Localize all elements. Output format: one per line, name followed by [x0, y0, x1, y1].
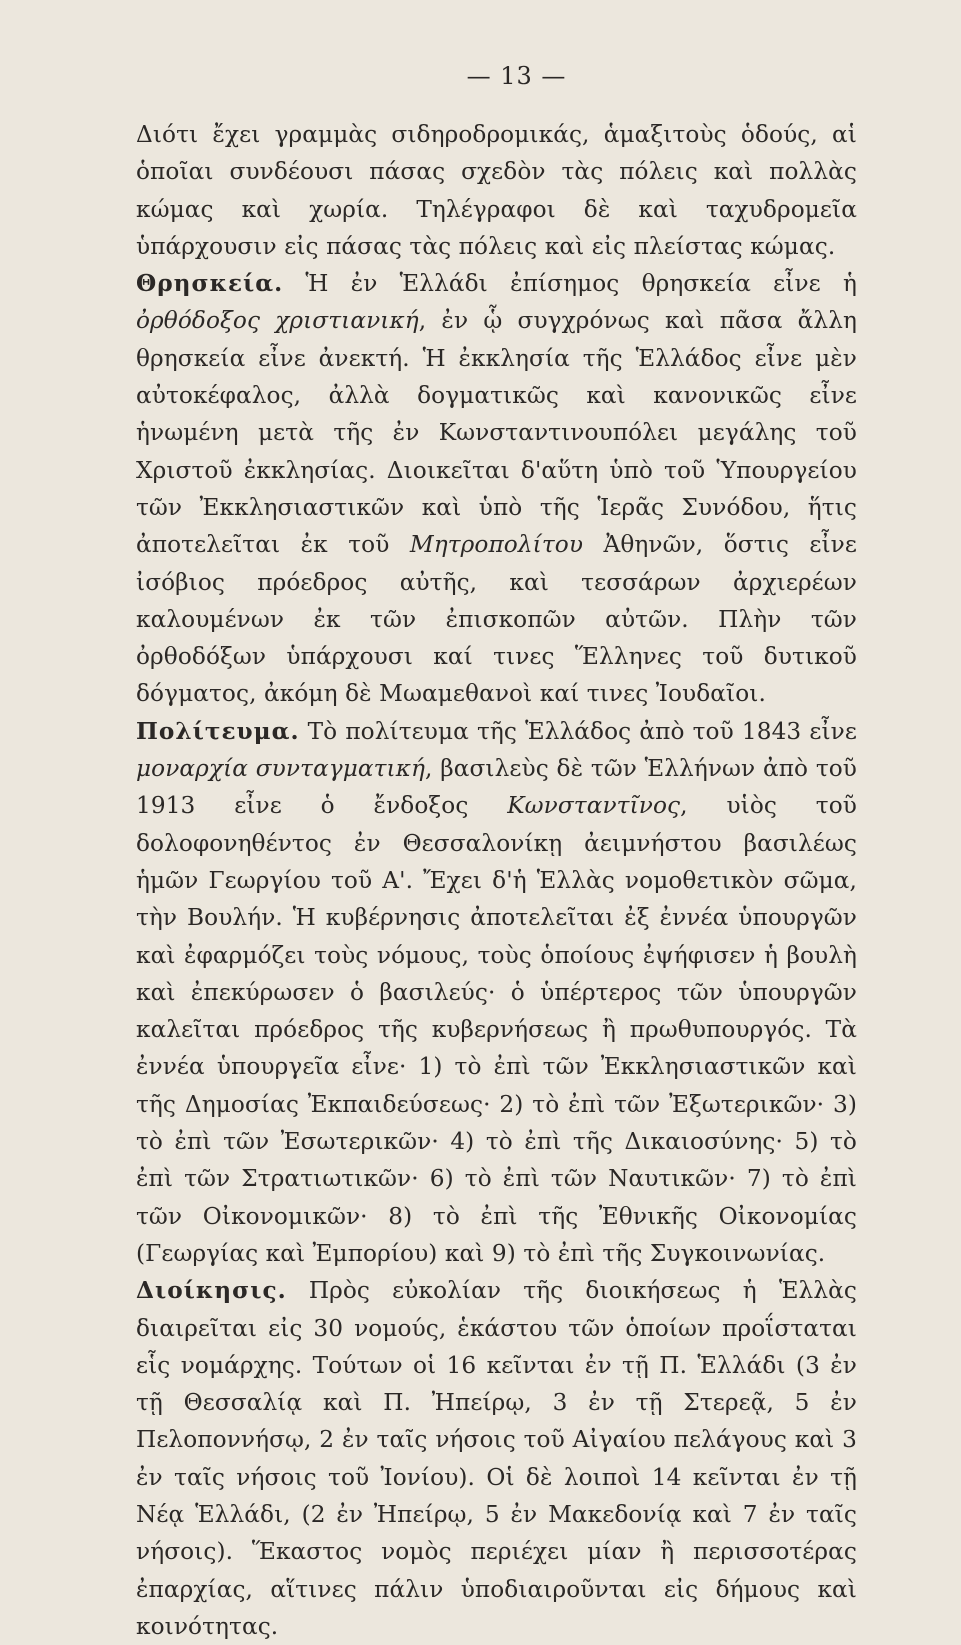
religion-heading: Θρησκεία.	[136, 270, 284, 298]
religion-text-1: Ἡ ἐν Ἑλλάδι ἐπίσημος θρησκεία εἶνε ἡ	[283, 270, 857, 298]
page-number: — 13 —	[466, 62, 567, 90]
administration-text: Πρὸς εὐκολίαν τῆς διοικήσεως ἡ Ἑλλὰς διαιρεῖται εἰς 30 νομούς, ἑκάστου τῶν ὁποίων προΐσταται εἷς νομάρχης. Τούτων οἱ 16 κεῖνται ἐν τῇ Π. Ἑλλάδι (3 ἐν τῇ Θεσσαλίᾳ καὶ Π. Ἠπείρῳ, 3 ἐν τῇ Στερεᾷ, 5 ἐν Πελοποννήσῳ, 2 ἐν ταῖς νήσοις τοῦ Αἰγαίου πελάγους καὶ 3 ἐν ταῖς νήσοις τοῦ Ἰονίου). Οἱ δὲ λοιποὶ 14 κεῖνται ἐν τῇ Νέᾳ Ἑλλάδι, (2 ἐν Ἠπείρῳ, 5 ἐν Μακεδονίᾳ καὶ 7 ἐν ταῖς νήσοις). Ἕκαστος νομὸς περιέχει μίαν ἢ περισσοτέρας ἐπαρχίας, αἵτινες πάλιν ὑποδιαιροῦνται εἰς δήμους καὶ κοινότητας.	[136, 1277, 857, 1640]
intro-paragraph	[136, 116, 857, 265]
religion-text-3: Ἀθηνῶν, ὅστις εἶνε ἰσόβιος πρόεδρος αὐτῆς, καὶ τεσσάρων ἀρχιερέων καλουμένων ἐκ τῶν ἐπισκοπῶν αὐτῶν. Πλὴν τῶν ὀρθοδόξων ὑπάρχουσι καί τινες Ἕλληνες τοῦ δυτικοῦ δόγματος, ἀκόμη δὲ Μωαμεθανοὶ καί τινες Ἰουδαῖοι.	[136, 531, 857, 708]
polity-text-3: , υἱὸς τοῦ δολοφονηθέντος ἐν Θεσσαλονίκῃ ἀειμνήστου βασιλέως ἡμῶν Γεωργίου τοῦ Α'. Ἔχει δ'ἡ Ἑλλὰς νομοθετικὸν σῶμα, τὴν Βουλήν. Ἡ κυβέρνησις ἀποτελεῖται ἐξ ἐννέα ὑπουργῶν καὶ ἐφαρμόζει τοὺς νόμους, τοὺς ὁποίους ἐψήφισεν ἡ βουλὴ καὶ ἐπεκύρωσεν ὁ βασιλεύς· ὁ ὑπέρτερος τῶν ὑπουργῶν καλεῖται πρόεδρος τῆς κυβερνήσεως ἢ πρωθυπουργός. Τὰ ἐννέα ὑπουργεῖα εἶνε· 1) τὸ ἐπὶ τῶν Ἐκκλησιαστικῶν καὶ τῆς Δημοσίας Ἐκπαιδεύσεως· 2) τὸ ἐπὶ τῶν Ἐξωτερικῶν· 3) τὸ ἐπὶ τῶν Ἐσωτερικῶν· 4) τὸ ἐπὶ τῆς Δικαιοσύνης· 5) τὸ ἐπὶ τῶν Στρατιωτικῶν· 6) τὸ ἐπὶ τῶν Ναυτικῶν· 7) τὸ ἐπὶ τῶν Οἰκονομικῶν· 8) τὸ ἐπὶ τῆς Ἐθνικῆς Οἰκονομίας (Γεωργίας καὶ Ἐμπορίου) καὶ 9) τὸ ἐπὶ τῆς Συγκοινωνίας.	[136, 792, 857, 1267]
religion-italic-2: Μητροπολίτου	[409, 531, 584, 559]
polity-heading: Πολίτευμα.	[136, 717, 300, 745]
religion-paragraph	[136, 265, 857, 713]
administration-heading: Διοίκησις.	[136, 1277, 287, 1305]
polity-italic-1: μοναρχία συνταγματική	[136, 755, 426, 783]
polity-italic-2: Κωνσταντῖνος	[507, 792, 681, 820]
administration-paragraph	[136, 1272, 857, 1645]
religion-text-2: , ἐν ᾧ συγχρόνως καὶ πᾶσα ἄλλη θρησκεία εἶνε ἀνεκτή. Ἡ ἐκκλησία τῆς Ἑλλάδος εἶνε μὲν αὐτοκέφαλος, ἀλλὰ δογματικῶς καὶ κανονικῶς εἶνε ἡνωμένη μετὰ τῆς ἐν Κωνσταντινουπόλει μεγάλης τοῦ Χριστοῦ ἐκκλησίας. Διοικεῖται δ'αὕτη ὑπὸ τοῦ Ὑπουργείου τῶν Ἐκκλησιαστικῶν καὶ ὑπὸ τῆς Ἱερᾶς Συνόδου, ἥτις ἀποτελεῖται ἐκ τοῦ	[136, 307, 857, 559]
intro-text: Διότι ἔχει γραμμὰς σιδηροδρομικάς, ἁμαξιτοὺς ὁδούς, αἱ ὁποῖαι συνδέουσι πάσας σχεδὸν τὰς πόλεις καὶ πολλὰς κώμας καὶ χωρία. Τηλέγραφοι δὲ καὶ ταχυδρομεῖα ὑπάρχουσιν εἰς πάσας τὰς πόλεις καὶ εἰς πλείστας κώμας.	[136, 121, 857, 260]
religion-italic-1: ὀρθόδοξος χριστιανική	[136, 307, 419, 335]
polity-paragraph	[136, 713, 857, 1272]
polity-text-1: Τὸ πολίτευμα τῆς Ἑλλάδος ἀπὸ τοῦ 1843 εἶνε	[299, 717, 857, 745]
polity-text-2: , βασιλεὺς δὲ τῶν Ἑλλήνων ἀπὸ τοῦ 1913 εἶνε ὁ ἔνδοξος	[136, 755, 858, 820]
